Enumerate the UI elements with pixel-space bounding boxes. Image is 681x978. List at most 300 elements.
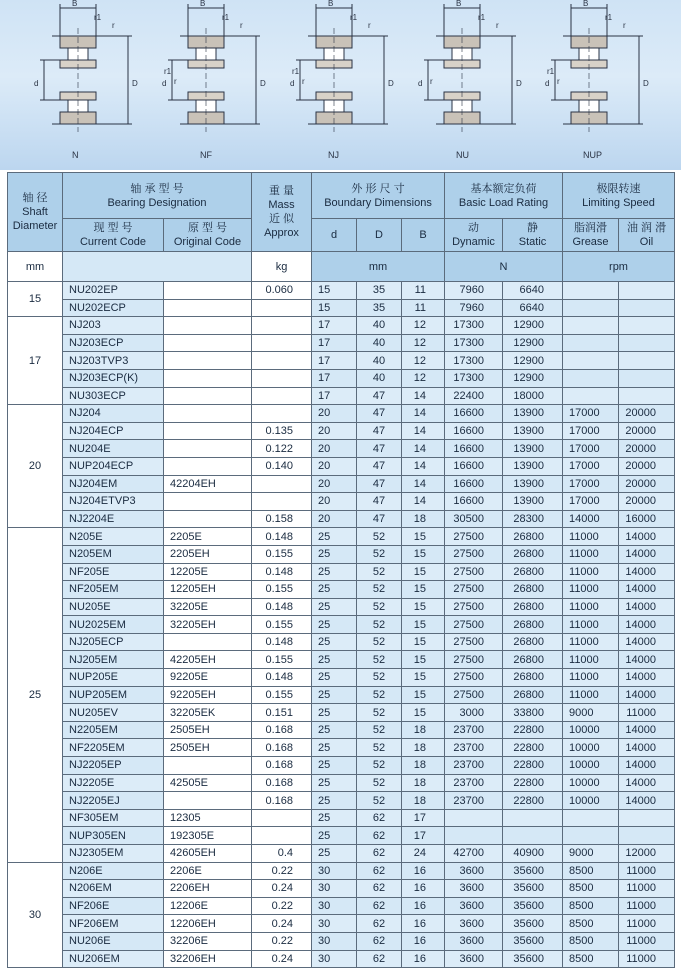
dim-D-cell: 47 — [357, 475, 402, 493]
static-load-cell: 35600 — [503, 862, 563, 880]
original-code-cell — [164, 317, 252, 335]
grease-speed-cell — [563, 282, 619, 300]
mass-cell: 0.22 — [252, 932, 312, 950]
table-row — [8, 493, 675, 511]
dim-label: r1 — [292, 67, 300, 76]
original-code-cell — [164, 334, 252, 352]
dim-d-cell: 20 — [312, 493, 357, 511]
current-code-cell: NUP205E — [63, 669, 164, 687]
oil-speed-cell: 14000 — [619, 739, 675, 757]
diagram-n — [34, 0, 138, 160]
original-code-cell — [164, 405, 252, 423]
original-code-cell — [164, 757, 252, 775]
dim-B-cell: 16 — [402, 880, 445, 898]
oil-speed-cell: 14000 — [619, 563, 675, 581]
mass-cell: 0.155 — [252, 545, 312, 563]
current-code-cell: NJ203TVP3 — [63, 352, 164, 370]
mass-cell: 0.151 — [252, 704, 312, 722]
dim-B-cell: 15 — [402, 598, 445, 616]
mass-cell — [252, 387, 312, 405]
table-row — [8, 686, 675, 704]
shaft-diameter-cell: 30 — [8, 862, 63, 968]
dim-D-cell: 47 — [357, 510, 402, 528]
dim-B-cell: 14 — [402, 387, 445, 405]
original-code-cell — [164, 369, 252, 387]
dim-label: d — [418, 79, 423, 88]
oil-speed-cell — [619, 809, 675, 827]
current-code-cell: NJ2205EP — [63, 757, 164, 775]
grease-speed-cell: 9000 — [563, 704, 619, 722]
dim-label: r — [430, 77, 433, 86]
table-row — [8, 704, 675, 722]
dim-d-cell: 25 — [312, 686, 357, 704]
static-load-cell: 35600 — [503, 932, 563, 950]
dim-D-cell: 52 — [357, 721, 402, 739]
oil-speed-cell: 14000 — [619, 616, 675, 634]
table-row — [8, 405, 675, 423]
unit-load: N — [445, 252, 563, 282]
dim-d-cell: 25 — [312, 827, 357, 845]
static-load-cell: 26800 — [503, 686, 563, 704]
current-code-cell: NJ204ECP — [63, 422, 164, 440]
oil-speed-cell — [619, 387, 675, 405]
dim-label: r — [174, 77, 177, 86]
unit-speed: rpm — [563, 252, 675, 282]
grease-speed-cell: 9000 — [563, 845, 619, 863]
static-load-cell: 22800 — [503, 792, 563, 810]
table-row — [8, 528, 675, 546]
table-row — [8, 616, 675, 634]
grease-speed-cell — [563, 299, 619, 317]
dynamic-load-cell: 3600 — [445, 897, 503, 915]
mass-cell: 0.168 — [252, 792, 312, 810]
dim-label: r1 — [94, 13, 102, 22]
static-load-cell: 12900 — [503, 317, 563, 335]
static-load-cell: 26800 — [503, 528, 563, 546]
current-code-cell: N206E — [63, 862, 164, 880]
dim-d-cell: 15 — [312, 282, 357, 300]
dim-label: r — [557, 77, 560, 86]
grease-speed-cell: 11000 — [563, 669, 619, 687]
oil-speed-cell: 14000 — [619, 598, 675, 616]
table-row — [8, 563, 675, 581]
diagram-caption: NJ — [328, 150, 339, 160]
dim-d-cell: 25 — [312, 704, 357, 722]
static-load-cell: 40900 — [503, 845, 563, 863]
current-code-cell: NUP205EM — [63, 686, 164, 704]
original-code-cell — [164, 457, 252, 475]
table-row — [8, 387, 675, 405]
table-body — [8, 282, 675, 968]
dim-d-cell: 25 — [312, 721, 357, 739]
dim-D-cell: 62 — [357, 950, 402, 968]
mass-cell: 0.168 — [252, 721, 312, 739]
current-code-cell: NJ203ECP(K) — [63, 369, 164, 387]
oil-speed-cell: 20000 — [619, 493, 675, 511]
current-code-cell: NU205E — [63, 598, 164, 616]
mass-cell: 0.148 — [252, 598, 312, 616]
dim-B-cell: 15 — [402, 581, 445, 599]
original-code-cell — [164, 440, 252, 458]
current-code-cell: NU303ECP — [63, 387, 164, 405]
dim-label: B — [72, 0, 78, 8]
current-code-cell: NJ2305EM — [63, 845, 164, 863]
dim-d-cell: 17 — [312, 369, 357, 387]
original-code-cell: 2205E — [164, 528, 252, 546]
current-code-cell: N206EM — [63, 880, 164, 898]
mass-cell — [252, 352, 312, 370]
dim-label: r — [368, 21, 371, 30]
dim-D-cell: 47 — [357, 457, 402, 475]
oil-speed-cell: 11000 — [619, 915, 675, 933]
dim-D-cell: 62 — [357, 809, 402, 827]
dynamic-load-cell: 27500 — [445, 651, 503, 669]
current-code-cell: NF305EM — [63, 809, 164, 827]
static-load-cell: 26800 — [503, 598, 563, 616]
grease-speed-cell: 17000 — [563, 422, 619, 440]
mass-cell — [252, 369, 312, 387]
dim-d-cell: 25 — [312, 739, 357, 757]
dim-B-cell: 18 — [402, 739, 445, 757]
oil-speed-cell: 20000 — [619, 405, 675, 423]
dim-d-cell: 30 — [312, 932, 357, 950]
mass-cell: 0.24 — [252, 915, 312, 933]
diagram-caption: NF — [200, 150, 212, 160]
static-load-cell: 22800 — [503, 757, 563, 775]
dim-d-cell: 20 — [312, 440, 357, 458]
oil-speed-cell — [619, 299, 675, 317]
current-code-cell: NU2025EM — [63, 616, 164, 634]
dim-label: d — [545, 79, 550, 88]
dynamic-load-cell: 23700 — [445, 757, 503, 775]
header-original-code: 原 型 号 Original Code — [164, 219, 252, 252]
oil-speed-cell — [619, 317, 675, 335]
dynamic-load-cell: 27500 — [445, 528, 503, 546]
dynamic-load-cell: 3600 — [445, 932, 503, 950]
current-code-cell: NJ2205EJ — [63, 792, 164, 810]
static-load-cell: 12900 — [503, 334, 563, 352]
dim-D-cell: 52 — [357, 739, 402, 757]
bearing-diagrams — [0, 0, 681, 170]
oil-speed-cell: 12000 — [619, 845, 675, 863]
static-load-cell: 26800 — [503, 581, 563, 599]
dim-B-cell: 15 — [402, 545, 445, 563]
mass-cell — [252, 809, 312, 827]
dim-label: D — [260, 79, 266, 88]
dynamic-load-cell — [445, 809, 503, 827]
dim-B-cell: 16 — [402, 862, 445, 880]
oil-speed-cell: 20000 — [619, 475, 675, 493]
dim-D-cell: 40 — [357, 334, 402, 352]
dim-d-cell: 25 — [312, 757, 357, 775]
dim-label: r1 — [350, 13, 358, 22]
grease-speed-cell: 8500 — [563, 932, 619, 950]
grease-speed-cell: 8500 — [563, 897, 619, 915]
dim-B-cell: 15 — [402, 633, 445, 651]
header-mass: 重 量 Mass 近 似 Approx — [252, 173, 312, 252]
table-row — [8, 475, 675, 493]
dynamic-load-cell: 16600 — [445, 475, 503, 493]
dim-D-cell: 62 — [357, 880, 402, 898]
dynamic-load-cell: 42700 — [445, 845, 503, 863]
static-load-cell: 35600 — [503, 897, 563, 915]
dim-B-cell: 16 — [402, 950, 445, 968]
dynamic-load-cell: 16600 — [445, 493, 503, 511]
dim-D-cell: 52 — [357, 792, 402, 810]
table-row — [8, 774, 675, 792]
table-row — [8, 845, 675, 863]
grease-speed-cell: 10000 — [563, 739, 619, 757]
current-code-cell: NU206EM — [63, 950, 164, 968]
static-load-cell: 13900 — [503, 493, 563, 511]
original-code-cell — [164, 792, 252, 810]
unit-mass: kg — [252, 252, 312, 282]
dynamic-load-cell: 16600 — [445, 422, 503, 440]
original-code-cell: 32206EH — [164, 950, 252, 968]
mass-cell: 0.168 — [252, 774, 312, 792]
oil-speed-cell: 20000 — [619, 457, 675, 475]
diagram-caption: NUP — [583, 150, 603, 160]
dim-d-cell: 25 — [312, 598, 357, 616]
dim-D-cell: 52 — [357, 598, 402, 616]
dim-B-cell: 15 — [402, 528, 445, 546]
static-load-cell: 18000 — [503, 387, 563, 405]
oil-speed-cell: 11000 — [619, 897, 675, 915]
oil-speed-cell — [619, 334, 675, 352]
dim-label: B — [200, 0, 206, 8]
dynamic-load-cell: 3000 — [445, 704, 503, 722]
original-code-cell: 2206E — [164, 862, 252, 880]
dim-B-cell: 18 — [402, 757, 445, 775]
diagram-caption: NU — [456, 150, 469, 160]
original-code-cell: 32206E — [164, 932, 252, 950]
table-row — [8, 510, 675, 528]
table-row — [8, 932, 675, 950]
current-code-cell: N205EM — [63, 545, 164, 563]
diagram-nj — [290, 0, 394, 160]
dim-D-cell: 52 — [357, 563, 402, 581]
dim-D-cell: 40 — [357, 317, 402, 335]
dim-d-cell: 30 — [312, 915, 357, 933]
static-load-cell: 6640 — [503, 299, 563, 317]
dim-B-cell: 18 — [402, 510, 445, 528]
dim-d-cell: 25 — [312, 651, 357, 669]
diagram-nu — [418, 0, 522, 160]
unit-shaft: mm — [8, 252, 63, 282]
dim-D-cell: 35 — [357, 282, 402, 300]
oil-speed-cell — [619, 827, 675, 845]
oil-speed-cell — [619, 282, 675, 300]
mass-cell — [252, 493, 312, 511]
static-load-cell: 22800 — [503, 774, 563, 792]
grease-speed-cell: 10000 — [563, 774, 619, 792]
dynamic-load-cell: 16600 — [445, 405, 503, 423]
dim-D-cell: 52 — [357, 757, 402, 775]
grease-speed-cell: 11000 — [563, 528, 619, 546]
static-load-cell: 35600 — [503, 915, 563, 933]
dim-label: r — [496, 21, 499, 30]
dim-B-cell: 16 — [402, 932, 445, 950]
header-dynamic: 动 Dynamic — [445, 219, 503, 252]
dynamic-load-cell: 27500 — [445, 686, 503, 704]
dim-d-cell: 30 — [312, 897, 357, 915]
dim-B-cell: 15 — [402, 616, 445, 634]
table-row — [8, 334, 675, 352]
dim-d-cell: 30 — [312, 880, 357, 898]
current-code-cell: N205E — [63, 528, 164, 546]
dim-label: D — [388, 79, 394, 88]
dim-B-cell: 15 — [402, 651, 445, 669]
table-row — [8, 827, 675, 845]
dim-label: r — [302, 77, 305, 86]
mass-cell: 0.122 — [252, 440, 312, 458]
dim-B-cell: 14 — [402, 405, 445, 423]
dim-B-cell: 11 — [402, 299, 445, 317]
grease-speed-cell: 17000 — [563, 440, 619, 458]
table-row — [8, 862, 675, 880]
current-code-cell: NUP204ECP — [63, 457, 164, 475]
dim-D-cell: 40 — [357, 369, 402, 387]
grease-speed-cell: 10000 — [563, 792, 619, 810]
dynamic-load-cell: 23700 — [445, 739, 503, 757]
current-code-cell: NUP305EN — [63, 827, 164, 845]
dynamic-load-cell: 27500 — [445, 598, 503, 616]
grease-speed-cell: 11000 — [563, 616, 619, 634]
table-row — [8, 457, 675, 475]
grease-speed-cell: 10000 — [563, 757, 619, 775]
dim-d-cell: 17 — [312, 387, 357, 405]
table-row — [8, 317, 675, 335]
shaft-diameter-cell: 20 — [8, 405, 63, 528]
dynamic-load-cell: 3600 — [445, 950, 503, 968]
dim-D-cell: 52 — [357, 774, 402, 792]
mass-cell: 0.140 — [252, 457, 312, 475]
dynamic-load-cell: 7960 — [445, 299, 503, 317]
original-code-cell — [164, 493, 252, 511]
dim-D-cell: 47 — [357, 440, 402, 458]
original-code-cell: 2206EH — [164, 880, 252, 898]
dynamic-load-cell — [445, 827, 503, 845]
header-dim-B: B — [402, 219, 445, 252]
dim-d-cell: 25 — [312, 581, 357, 599]
mass-cell — [252, 299, 312, 317]
dim-d-cell: 20 — [312, 475, 357, 493]
dim-d-cell: 30 — [312, 862, 357, 880]
original-code-cell: 12205EH — [164, 581, 252, 599]
dim-B-cell: 18 — [402, 721, 445, 739]
table-row — [8, 721, 675, 739]
mass-cell: 0.148 — [252, 528, 312, 546]
dim-D-cell: 52 — [357, 528, 402, 546]
grease-speed-cell: 11000 — [563, 581, 619, 599]
dim-d-cell: 20 — [312, 405, 357, 423]
oil-speed-cell: 14000 — [619, 545, 675, 563]
mass-cell: 0.168 — [252, 739, 312, 757]
static-load-cell: 6640 — [503, 282, 563, 300]
original-code-cell — [164, 387, 252, 405]
diagram-nf — [162, 0, 266, 160]
table-row — [8, 809, 675, 827]
mass-cell — [252, 334, 312, 352]
dim-d-cell: 15 — [312, 299, 357, 317]
static-load-cell: 26800 — [503, 545, 563, 563]
current-code-cell: NJ2205E — [63, 774, 164, 792]
dim-label: d — [290, 79, 295, 88]
dynamic-load-cell: 16600 — [445, 457, 503, 475]
mass-cell: 0.4 — [252, 845, 312, 863]
dim-d-cell: 17 — [312, 317, 357, 335]
oil-speed-cell — [619, 369, 675, 387]
dim-B-cell: 15 — [402, 669, 445, 687]
static-load-cell: 22800 — [503, 739, 563, 757]
static-load-cell: 26800 — [503, 669, 563, 687]
header-static: 静 Static — [503, 219, 563, 252]
dim-label: r — [112, 21, 115, 30]
static-load-cell: 28300 — [503, 510, 563, 528]
grease-speed-cell: 17000 — [563, 493, 619, 511]
current-code-cell: NF205E — [63, 563, 164, 581]
dynamic-load-cell: 17300 — [445, 334, 503, 352]
dim-d-cell: 25 — [312, 792, 357, 810]
table-row — [8, 598, 675, 616]
dim-B-cell: 18 — [402, 774, 445, 792]
dim-B-cell: 17 — [402, 809, 445, 827]
dynamic-load-cell: 27500 — [445, 669, 503, 687]
dim-B-cell: 15 — [402, 563, 445, 581]
dim-D-cell: 40 — [357, 352, 402, 370]
original-code-cell — [164, 299, 252, 317]
dim-label: B — [583, 0, 589, 8]
dim-B-cell: 18 — [402, 792, 445, 810]
current-code-cell: NJ204EM — [63, 475, 164, 493]
dim-B-cell: 14 — [402, 475, 445, 493]
table-row — [8, 633, 675, 651]
dim-D-cell: 62 — [357, 932, 402, 950]
dim-D-cell: 52 — [357, 633, 402, 651]
dynamic-load-cell: 17300 — [445, 352, 503, 370]
dim-label: D — [516, 79, 522, 88]
static-load-cell — [503, 827, 563, 845]
original-code-cell — [164, 633, 252, 651]
grease-speed-cell: 8500 — [563, 950, 619, 968]
shaft-diameter-cell: 25 — [8, 528, 63, 862]
dim-label: d — [162, 79, 167, 88]
oil-speed-cell: 14000 — [619, 669, 675, 687]
oil-speed-cell: 14000 — [619, 721, 675, 739]
header-oil: 油 润 滑 Oil — [619, 219, 675, 252]
oil-speed-cell: 14000 — [619, 528, 675, 546]
original-code-cell: 32205EK — [164, 704, 252, 722]
table-row — [8, 757, 675, 775]
mass-cell: 0.148 — [252, 563, 312, 581]
dim-D-cell: 62 — [357, 897, 402, 915]
dim-B-cell: 14 — [402, 440, 445, 458]
current-code-cell: NU205EV — [63, 704, 164, 722]
current-code-cell: NJ203ECP — [63, 334, 164, 352]
dim-B-cell: 14 — [402, 422, 445, 440]
dynamic-load-cell: 17300 — [445, 317, 503, 335]
dim-D-cell: 62 — [357, 827, 402, 845]
current-code-cell: NJ203 — [63, 317, 164, 335]
grease-speed-cell: 11000 — [563, 651, 619, 669]
original-code-cell: 42205EH — [164, 651, 252, 669]
static-load-cell: 26800 — [503, 633, 563, 651]
dynamic-load-cell: 3600 — [445, 880, 503, 898]
table-row — [8, 369, 675, 387]
dim-D-cell: 52 — [357, 704, 402, 722]
header-speed: 极限转速 Limiting Speed — [563, 173, 675, 219]
bearing-diagram-banner — [0, 0, 681, 170]
